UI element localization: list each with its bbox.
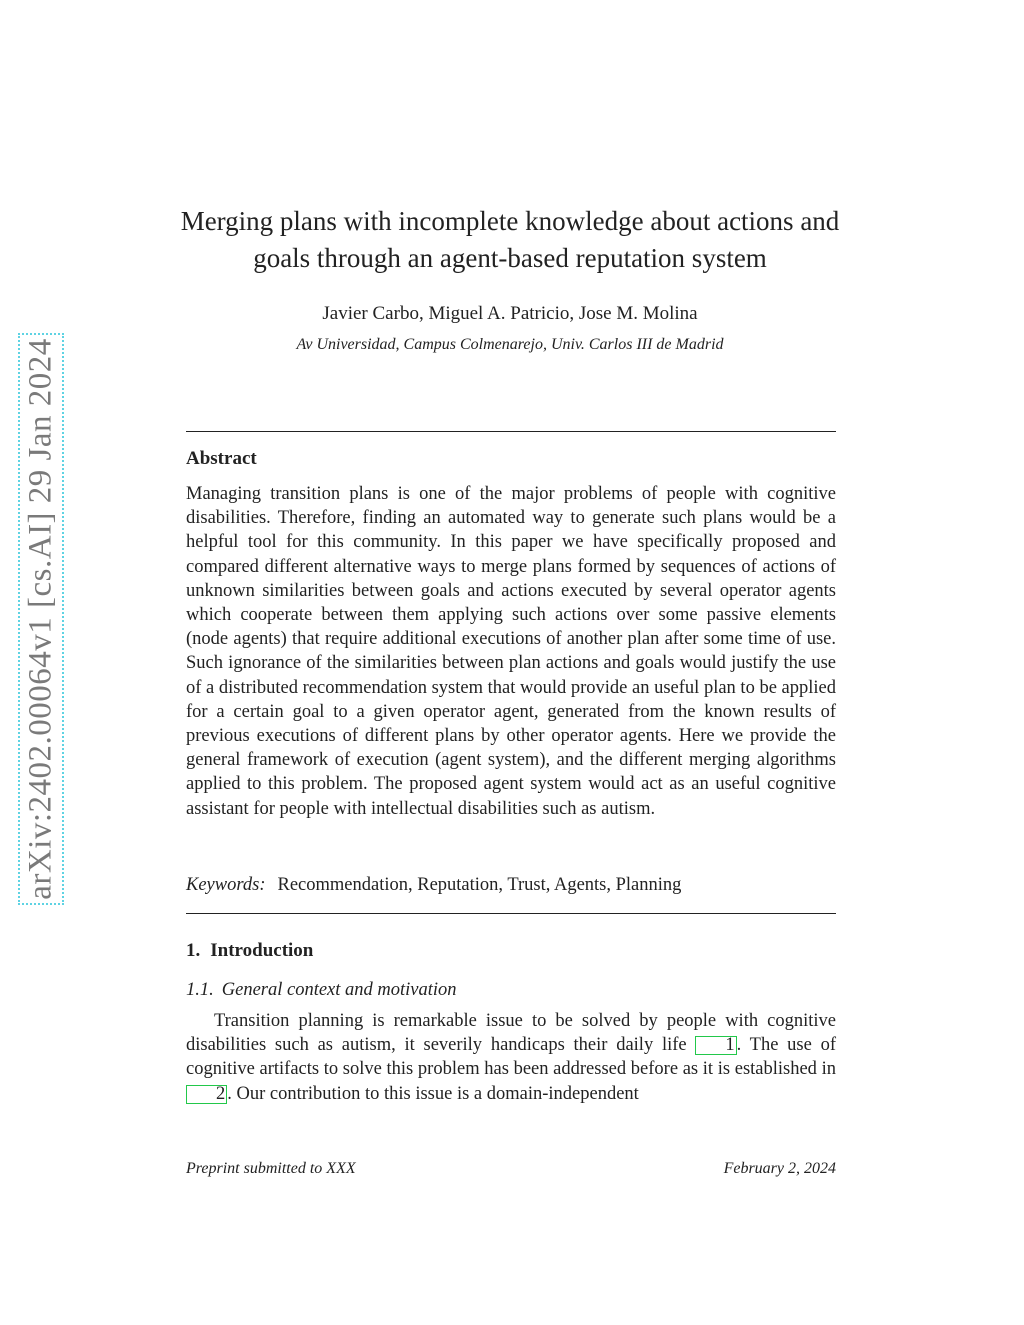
citation-link-1[interactable]: 1	[695, 1036, 736, 1055]
arxiv-stamp	[18, 333, 64, 905]
section-title: Introduction	[210, 940, 314, 961]
intro-text-2: . The use of cognitive artifacts to solve this problem has been addressed before as it is established in	[186, 1035, 837, 1080]
intro-text-3: . Our contribution to this issue is a domain-independent	[227, 1083, 639, 1104]
keywords-text: Recommendation, Reputation, Trust, Agents, Planning	[277, 875, 682, 895]
footer-preprint-note: Preprint submitted to XXX	[186, 1160, 356, 1177]
paper-title: Merging plans with incomplete knowledge about actions and goals through an agent-based reputation system	[180, 206, 840, 273]
abstract-top-rule	[186, 431, 836, 432]
abstract-text: Managing transition plans is one of the major problems of people with cognitive disabilities. Therefore, finding an automated way to generate such plans would be a helpful tool for this community. In this paper we have specifically proposed and compared different alternative ways to merge plans formed by sequences of actions of unknown similarities between goals and actions executed by several operator agents which cooperate between them applying such actions over some passive elements (node agents) that require additional executions of another plan after some time of use. Such ignorance of the similarities between plan actions and goals would justify the use of a distributed recommendation system that would provide an useful plan to be applied for a certain goal to a given operator agent, generated from the known results of previous executions of different plans by other operator agents. Here we provide the general framework of execution (agent system), and the different merging algorithms applied to this problem. The proposed agent system would act as an useful cognitive assistant for people with intellectual disabilities such as autism.	[186, 484, 836, 819]
section-number: 1.	[186, 940, 201, 961]
abstract-bottom-rule	[186, 913, 836, 914]
keywords-label: Keywords:	[186, 875, 266, 895]
subsection-heading	[186, 980, 457, 1001]
citation-link-2[interactable]: 2	[186, 1085, 227, 1104]
arxiv-identifier: arXiv:2402.00064v1 [cs.AI] 29 Jan 2024	[22, 338, 59, 900]
author-list: Javier Carbo, Miguel A. Patricio, Jose M. Molina	[322, 303, 698, 324]
subsection-title: General context and motivation	[221, 980, 457, 1000]
keywords-line	[186, 875, 836, 896]
affiliation: Av Universidad, Campus Colmenarejo, Univ. Carlos III de Madrid	[296, 336, 724, 353]
subsection-number: 1.1.	[186, 980, 214, 1000]
section-heading	[186, 940, 313, 962]
intro-text-1: Transition planning is remarkable issue to be solved by people with cognitive disabilities such as autism, it severily handicaps their daily life	[186, 1011, 836, 1056]
intro-paragraph	[186, 1009, 836, 1106]
abstract-heading: Abstract	[186, 448, 257, 469]
footer-date: February 2, 2024	[723, 1160, 836, 1177]
